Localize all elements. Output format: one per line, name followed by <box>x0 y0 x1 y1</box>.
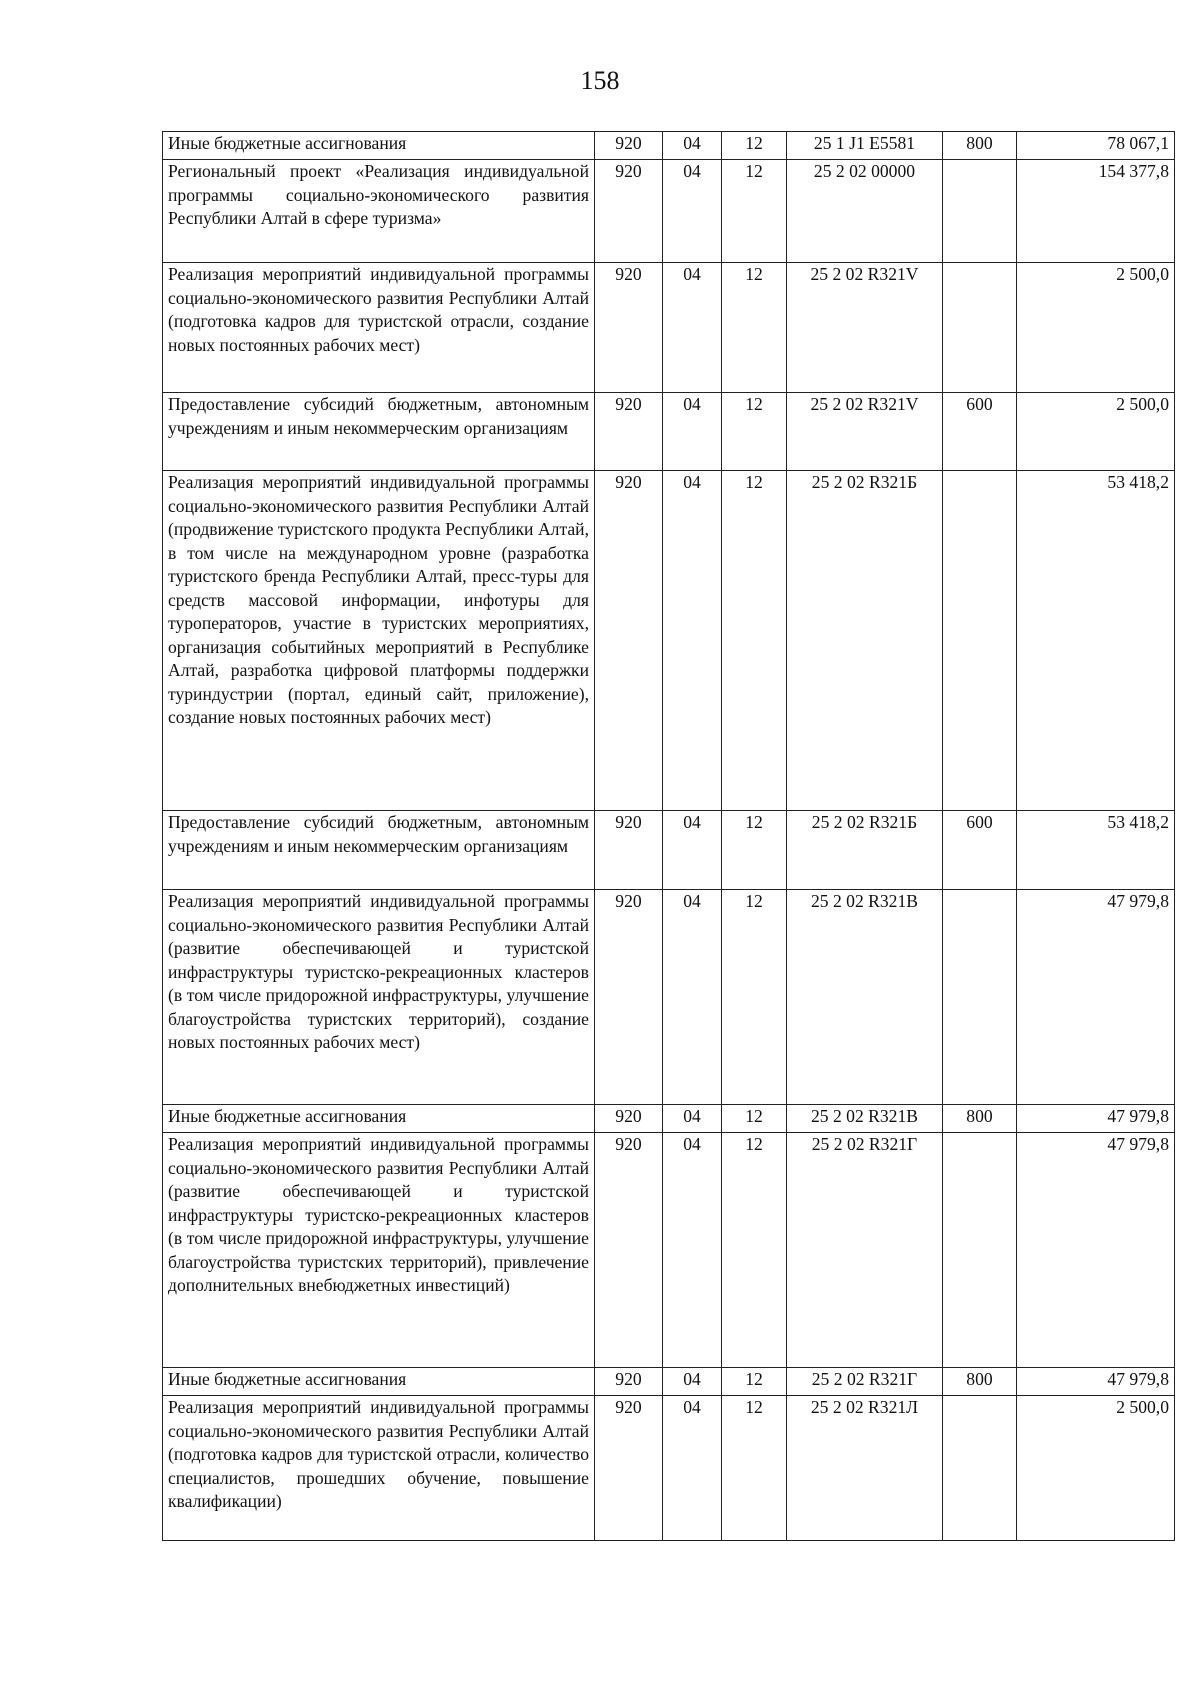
row-target-item-code: 25 2 02 R321V <box>787 393 943 471</box>
table-row <box>163 890 1175 1105</box>
row-target-item-code: 25 2 02 R321Г <box>787 1133 943 1368</box>
table-row <box>163 393 1175 471</box>
row-target-item-code: 25 2 02 R321Б <box>787 811 943 890</box>
row-grbs-code: 920 <box>595 1396 663 1541</box>
row-amount: 47 979,8 <box>1017 1368 1175 1396</box>
table-row <box>163 1396 1175 1541</box>
row-section-code: 04 <box>663 890 722 1105</box>
row-subsection-code: 12 <box>722 393 787 471</box>
row-description: Реализация мероприятий индивидуальной программы социально-экономического развития Республики Алтай (подготовка кадров для туристской отрасли, количество специалистов, прошедших обучение, повышение квалификации) <box>163 1396 595 1541</box>
row-target-item-code: 25 2 02 R321Г <box>787 1368 943 1396</box>
row-grbs-code: 920 <box>595 471 663 811</box>
row-subsection-code: 12 <box>722 1368 787 1396</box>
row-subsection-code: 12 <box>722 890 787 1105</box>
row-expense-type-code <box>943 890 1017 1105</box>
row-target-item-code: 25 2 02 R321B <box>787 1105 943 1133</box>
row-expense-type-code: 800 <box>943 1368 1017 1396</box>
row-expense-type-code <box>943 1396 1017 1541</box>
row-subsection-code: 12 <box>722 1396 787 1541</box>
row-subsection-code: 12 <box>722 811 787 890</box>
row-expense-type-code: 600 <box>943 811 1017 890</box>
row-amount: 47 979,8 <box>1017 1105 1175 1133</box>
row-grbs-code: 920 <box>595 890 663 1105</box>
row-grbs-code: 920 <box>595 160 663 263</box>
row-section-code: 04 <box>663 393 722 471</box>
row-amount: 2 500,0 <box>1017 263 1175 393</box>
table-row <box>163 1105 1175 1133</box>
row-description: Реализация мероприятий индивидуальной программы социально-экономического развития Республики Алтай (подготовка кадров для туристской отрасли, создание новых постоянных рабочих мест) <box>163 263 595 393</box>
table-row <box>163 471 1175 811</box>
row-section-code: 04 <box>663 1396 722 1541</box>
row-description: Иные бюджетные ассигнования <box>163 1105 595 1133</box>
row-amount: 53 418,2 <box>1017 471 1175 811</box>
row-description: Предоставление субсидий бюджетным, автономным учреждениям и иным некоммерческим организациям <box>163 811 595 890</box>
row-subsection-code: 12 <box>722 1105 787 1133</box>
row-subsection-code: 12 <box>722 160 787 263</box>
table-row <box>163 811 1175 890</box>
budget-table <box>162 131 1175 1541</box>
row-grbs-code: 920 <box>595 263 663 393</box>
row-subsection-code: 12 <box>722 263 787 393</box>
table-row <box>163 160 1175 263</box>
row-expense-type-code <box>943 263 1017 393</box>
row-target-item-code: 25 2 02 00000 <box>787 160 943 263</box>
row-subsection-code: 12 <box>722 132 787 160</box>
row-amount: 53 418,2 <box>1017 811 1175 890</box>
row-expense-type-code <box>943 160 1017 263</box>
row-description: Иные бюджетные ассигнования <box>163 1368 595 1396</box>
row-amount: 47 979,8 <box>1017 1133 1175 1368</box>
table-row <box>163 263 1175 393</box>
row-section-code: 04 <box>663 1133 722 1368</box>
row-target-item-code: 25 2 02 R321Л <box>787 1396 943 1541</box>
page-number: 158 <box>580 66 620 95</box>
row-description: Реализация мероприятий индивидуальной программы социально-экономического развития Республики Алтай (развитие обеспечивающей и туристской инфраструктуры туристско-рекреационных кластеров (в том числе придорожной инфраструктуры, улучшение благоустройства туристских территорий), привлечение дополнительных внебюджетных инвестиций) <box>163 1133 595 1368</box>
row-section-code: 04 <box>663 160 722 263</box>
row-target-item-code: 25 1 J1 E5581 <box>787 132 943 160</box>
row-section-code: 04 <box>663 1105 722 1133</box>
row-section-code: 04 <box>663 132 722 160</box>
row-amount: 47 979,8 <box>1017 890 1175 1105</box>
row-amount: 2 500,0 <box>1017 1396 1175 1541</box>
row-grbs-code: 920 <box>595 132 663 160</box>
row-grbs-code: 920 <box>595 1105 663 1133</box>
row-grbs-code: 920 <box>595 811 663 890</box>
row-section-code: 04 <box>663 263 722 393</box>
row-description: Иные бюджетные ассигнования <box>163 132 595 160</box>
row-expense-type-code: 600 <box>943 393 1017 471</box>
row-section-code: 04 <box>663 1368 722 1396</box>
row-expense-type-code <box>943 471 1017 811</box>
table-row <box>163 1133 1175 1368</box>
row-amount: 78 067,1 <box>1017 132 1175 160</box>
row-grbs-code: 920 <box>595 393 663 471</box>
row-expense-type-code <box>943 1133 1017 1368</box>
row-target-item-code: 25 2 02 R321Б <box>787 471 943 811</box>
row-description: Реализация мероприятий индивидуальной программы социально-экономического развития Республики Алтай (продвижение туристского продукта Республики Алтай, в том числе на международном уровне (разработка туристского бренда Республики Алтай, пресс-туры для средств массовой информации, инфотуры для туроператоров, участие в туристских мероприятиях, организация событийных мероприятий в Республике Алтай, разработка цифровой платформы поддержки туриндустрии (портал, единый сайт, приложение), создание новых постоянных рабочих мест) <box>163 471 595 811</box>
row-grbs-code: 920 <box>595 1368 663 1396</box>
row-subsection-code: 12 <box>722 1133 787 1368</box>
table-row <box>163 132 1175 160</box>
row-target-item-code: 25 2 02 R321B <box>787 890 943 1105</box>
row-section-code: 04 <box>663 471 722 811</box>
row-amount: 154 377,8 <box>1017 160 1175 263</box>
row-grbs-code: 920 <box>595 1133 663 1368</box>
row-expense-type-code: 800 <box>943 132 1017 160</box>
row-description: Региональный проект «Реализация индивидуальной программы социально-экономического развития Республики Алтай в сфере туризма» <box>163 160 595 263</box>
row-expense-type-code: 800 <box>943 1105 1017 1133</box>
row-description: Реализация мероприятий индивидуальной программы социально-экономического развития Республики Алтай (развитие обеспечивающей и туристской инфраструктуры туристско-рекреационных кластеров (в том числе придорожной инфраструктуры, улучшение благоустройства туристских территорий), создание новых постоянных рабочих мест) <box>163 890 595 1105</box>
row-target-item-code: 25 2 02 R321V <box>787 263 943 393</box>
row-section-code: 04 <box>663 811 722 890</box>
row-amount: 2 500,0 <box>1017 393 1175 471</box>
table-row <box>163 1368 1175 1396</box>
row-description: Предоставление субсидий бюджетным, автономным учреждениям и иным некоммерческим организациям <box>163 393 595 471</box>
row-subsection-code: 12 <box>722 471 787 811</box>
